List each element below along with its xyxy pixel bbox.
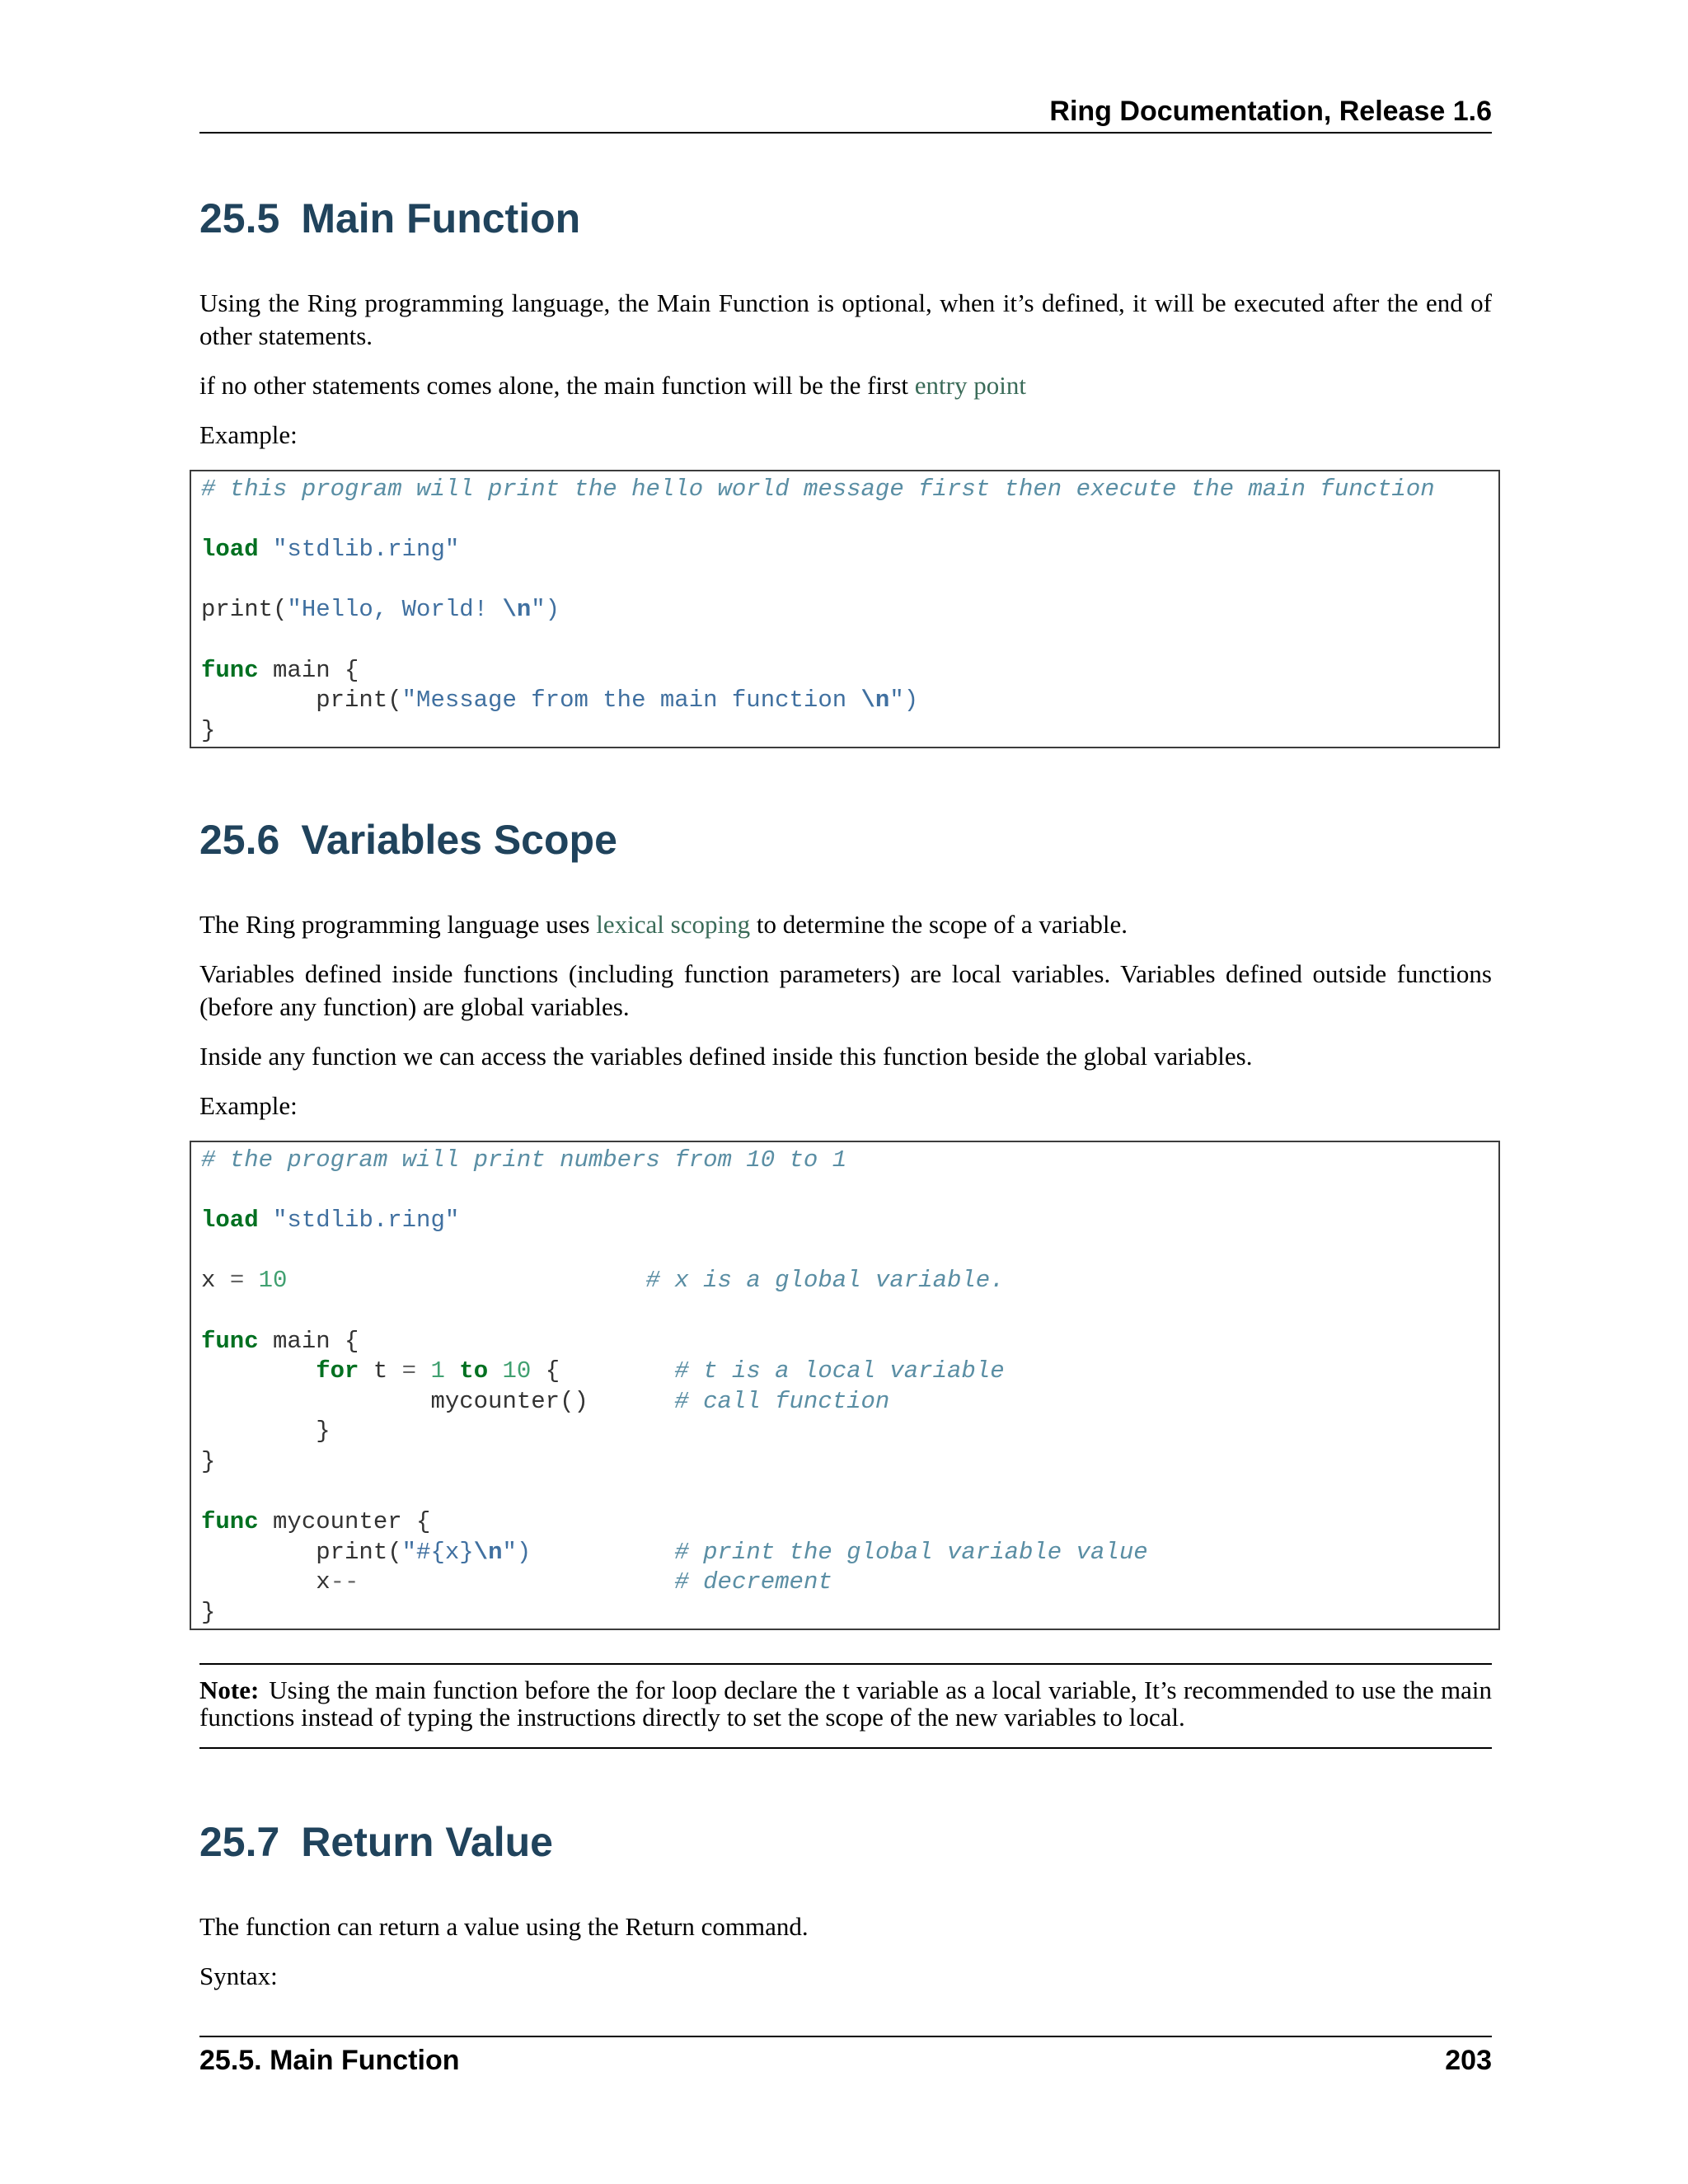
variables-scope-paragraph-3: Inside any function we can access the variables defined inside this function beside the global variables.: [199, 1042, 1253, 1071]
code-line: func main {: [201, 1327, 359, 1355]
paragraph-text: to determine the scope of a variable.: [750, 910, 1128, 939]
code-line: # this program will print the hello world message first then execute the main function: [201, 476, 1435, 503]
code-line: [201, 1236, 1489, 1267]
code-line: x-- # decrement: [201, 1568, 832, 1596]
code-line: [201, 626, 1489, 656]
footer-rule: [199, 2036, 1492, 2037]
note-label: Note:: [199, 1675, 260, 1704]
variables-scope-paragraph-2: Variables defined inside functions (including function parameters) are local variables. Variables defined outside functions (before any function) are global variables.: [199, 959, 1492, 1021]
code-line: print("Message from the main function \n"): [201, 687, 919, 715]
lexical-scoping-link[interactable]: lexical scoping: [596, 910, 751, 939]
section-number: 25.7: [199, 1819, 280, 1865]
code-line: }: [201, 1598, 216, 1626]
code-line: }: [201, 1418, 331, 1446]
page-number: 203: [1445, 2045, 1492, 2076]
main-function-paragraph-1: Using the Ring programming language, the Main Function is optional, when it’s defined, it will be executed after the end of other statements.: [199, 288, 1492, 350]
code-line: print("#{x}\n") # print the global variable value: [201, 1538, 1148, 1566]
example-label: Example:: [199, 420, 298, 449]
code-line: }: [201, 1447, 216, 1475]
paragraph-text: The Ring programming language uses: [199, 910, 597, 939]
main-function-paragraph-2: [199, 369, 1492, 402]
code-line: [201, 505, 1489, 536]
code-line: load "stdlib.ring": [201, 1207, 460, 1235]
code-line: [201, 565, 1489, 596]
section-heading-variables-scope: [199, 816, 617, 864]
footer-section-link[interactable]: 25.5. Main Function: [199, 2045, 460, 2076]
code-line: x = 10 # x is a global variable.: [201, 1267, 1005, 1295]
section-heading-return-value: [199, 1818, 553, 1866]
code-line: mycounter() # call function: [201, 1387, 890, 1415]
page-header: Ring Documentation, Release 1.6: [199, 91, 1492, 134]
code-line: print("Hello, World! \n"): [201, 596, 560, 624]
code-line: # the program will print numbers from 10 to 1: [201, 1146, 847, 1174]
code-line: [201, 1478, 1489, 1508]
section-title: Return Value: [301, 1819, 553, 1865]
code-line: load "stdlib.ring": [201, 536, 460, 564]
entry-point-link[interactable]: entry point: [914, 371, 1026, 400]
note-box: [199, 1663, 1492, 1749]
code-line: }: [201, 716, 216, 744]
example-label: Example:: [199, 1091, 298, 1120]
section-heading-main-function: [199, 194, 580, 242]
section-title: Variables Scope: [301, 817, 617, 863]
page-footer: [199, 2042, 1492, 2079]
section-title: Main Function: [301, 195, 581, 241]
note-text: Using the main function before the for loop declare the t variable as a local variable, It’s recommended to use the main functions instead of typing the instructions directly to set the scope of the new variables to local.: [199, 1675, 1492, 1732]
return-value-paragraph-1: The function can return a value using the Return command.: [199, 1912, 809, 1941]
code-line: func mycounter {: [201, 1508, 431, 1536]
code-line: for t = 1 to 10 { # t is a local variable: [316, 1357, 1005, 1385]
syntax-label: Syntax:: [199, 1961, 278, 1990]
code-line: [201, 1176, 1489, 1207]
paragraph-text: if no other statements comes alone, the main function will be the first: [199, 371, 915, 400]
code-line: [201, 1296, 1489, 1327]
section-number: 25.6: [199, 817, 280, 863]
code-block-variables-scope: [190, 1141, 1500, 1630]
code-line: func main {: [201, 656, 359, 684]
variables-scope-paragraph-1: [199, 908, 1492, 941]
code-block-main-function: [190, 470, 1500, 748]
section-number: 25.5: [199, 195, 280, 241]
